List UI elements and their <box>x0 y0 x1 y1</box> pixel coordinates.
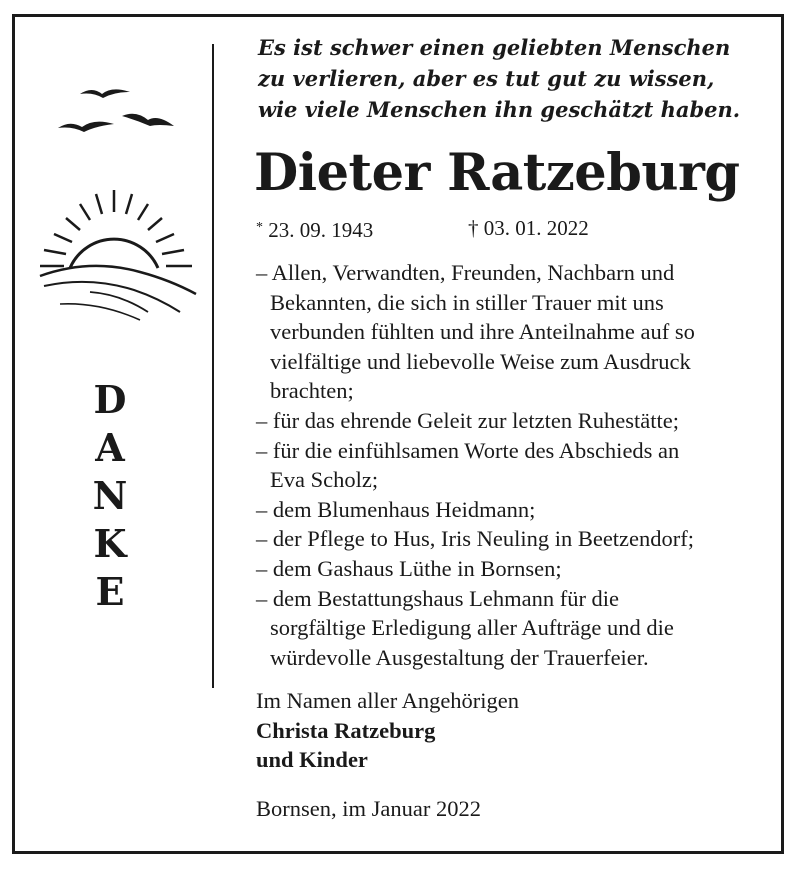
sunset-illustration <box>30 80 200 330</box>
deceased-name: Dieter Ratzeburg <box>254 143 740 203</box>
danke-vertical <box>80 376 140 616</box>
signature-intro: Im Namen aller Angehörigen <box>256 688 520 713</box>
signature-family: und Kinder <box>256 747 368 773</box>
birth-symbol: * <box>256 220 263 235</box>
thanks-line: Eva Scholz; <box>270 467 379 493</box>
danke-letter: K <box>93 521 127 566</box>
thanks-line: Bekannten, die sich in stiller Trauer mit uns <box>270 289 664 315</box>
quote-line: Es ist schwer einen geliebten Menschen <box>258 35 731 60</box>
quote-line: wie viele Menschen ihn geschätzt haben. <box>258 97 741 122</box>
death-symbol: † <box>468 216 479 240</box>
birth-date: 23. 09. 1943 <box>268 218 374 242</box>
life-dates <box>256 212 589 246</box>
thanks-line: – Allen, Verwandten, Freunden, Nachbarn und <box>256 260 675 285</box>
thanks-line: sorgfältige Erledigung aller Aufträge und die <box>270 615 674 641</box>
thanks-line: brachten; <box>270 378 354 404</box>
thanks-line: – für das ehrende Geleit zur letzten Ruhestätte; <box>256 407 679 433</box>
thanks-line: – dem Bestattungshaus Lehmann für die <box>256 585 620 611</box>
thanks-line: – dem Gashaus Lüthe in Bornsen; <box>256 555 562 581</box>
thanks-line: – dem Blumenhaus Heidmann; <box>256 496 536 522</box>
thanks-line: würdevolle Ausgestaltung der Trauerfeier. <box>270 644 649 670</box>
thanks-line: vielfältige und liebevolle Weise zum Ausdruck <box>270 348 691 374</box>
thanks-line: – der Pflege to Hus, Iris Neuling in Beetzendorf; <box>256 526 695 552</box>
thanks-line: – für die einfühlsamen Worte des Abschieds an <box>256 437 680 463</box>
danke-letter: E <box>95 569 125 614</box>
place-and-date: Bornsen, im Januar 2022 <box>256 796 481 821</box>
birds-icon <box>58 89 174 132</box>
thanks-line: verbunden fühlten und ihre Anteilnahme auf so <box>270 319 695 345</box>
memorial-quote <box>258 32 778 125</box>
death-date: 03. 01. 2022 <box>483 216 589 240</box>
danke-letter: D <box>93 377 127 422</box>
death-date-group <box>468 212 589 244</box>
birth-date-group <box>256 218 373 242</box>
column-divider <box>212 44 214 688</box>
signature-name: Christa Ratzeburg <box>256 717 436 743</box>
quote-line: zu verlieren, aber es tut gut zu wissen, <box>258 66 715 91</box>
thanks-list <box>256 258 776 672</box>
signature-block <box>256 686 519 775</box>
danke-letter: A <box>95 425 125 470</box>
sunset-over-hills-icon <box>40 190 196 320</box>
danke-letter: N <box>92 473 128 518</box>
